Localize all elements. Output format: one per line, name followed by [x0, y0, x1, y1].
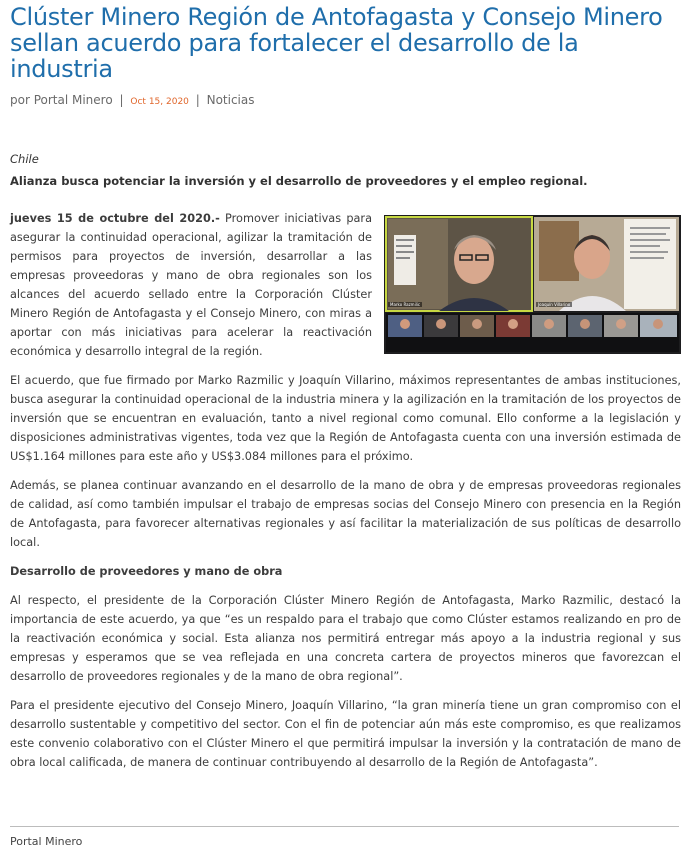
article-location: Chile [10, 152, 39, 166]
paragraph: Además, se planea continuar avanzando en el desarrollo de la mano de obra y de empresas proveedoras regionales de calidad, así como también impulsar el trabajo de empresas socias del Consejo Minero con presencia en la Región de Antofagasta, para favorecer alternativas regionales y así facilitar la materialización de sus políticas de desarrollo local. [10, 479, 681, 549]
article-body [10, 209, 681, 772]
lead-text: Promover iniciativas para asegurar la continuidad operacional, agilizar la tramitación de permisos para proyectos de inversión, desarrollar a las empresas proveedoras y mano de obra regionales son los alcances del acuerdo sellado entre la Corporación Clúster Minero Región de Antofagasta y el Consejo Minero, con miras a aportar con más iniciativas para acelerar la reactivación económica y desarrollo integral de la región. [10, 212, 372, 358]
paragraph: El acuerdo, que fue firmado por Marko Razmilic y Joaquín Villarino, máximos representantes de ambas instituciones, busca asegurar la continuidad operacional de la industria minera y la agilización en la tramitación de los proyectos de inversión que se encuentran en evaluación, tanto a nivel regional como comunal. Ello conforme a la legislación y disposiciones administrativas vigentes, toda vez que la Región de Antofagasta cuenta con una inversión estimada de US$1.164 millones para este año y US$3.084 millones para el próximo. [10, 374, 681, 463]
paragraph: Al respecto, el presidente de la Corporación Clúster Minero Región de Antofagasta, Marko Razmilic, destacó la importancia de este acuerdo, ya que “es un respaldo para el trabajo que como Clúster estamos realizando en pro de la reactivación económica y social. Esta alianza nos permitirá entregar más apoyo a la industria regional y sus empresas y esperamos que se vea reflejada en una concreta cartera de proyectos mineros que favorezcan el desarrollo de proveedores regionales y de la mano de obra regional”. [10, 594, 681, 683]
participant-label: Marko Razmilic [390, 302, 421, 307]
author-link[interactable]: por Portal Minero [10, 93, 113, 107]
section-heading: Desarrollo de proveedores y mano de obra [10, 565, 283, 578]
video-call-illustration [384, 215, 681, 354]
meta-separator: | [195, 93, 200, 107]
category-link[interactable]: Noticias [206, 93, 255, 107]
publish-date: Oct 15, 2020 [130, 97, 189, 107]
paragraph: Para el presidente ejecutivo del Consejo Minero, Joaquín Villarino, “la gran minería tiene un gran compromiso con el desarrollo sustentable y competitivo del sector. Con el fin de potenciar aún más este compromiso, es que realizamos este convenio colaborativo con el Clúster Minero el que permitirá impulsar la inversión y la contratación de mano de obra local calificada, de manera de continuar contribuyendo al desarrollo de la Región de Antofagasta”. [10, 699, 681, 769]
participant-label: Joaquín Villarino [538, 302, 571, 307]
video-call-photo [384, 215, 681, 354]
lead-date: jueves 15 de octubre del 2020.- [10, 212, 220, 225]
article-meta [10, 92, 681, 110]
meta-separator: | [119, 93, 124, 107]
article-title: Clúster Minero Región de Antofagasta y Consejo Minero sellan acuerdo para fortalecer el desarrollo de la industria [10, 3, 663, 83]
footer-source: Portal Minero [10, 835, 83, 848]
article-subtitle: Alianza busca potenciar la inversión y el desarrollo de proveedores y el empleo regional. [10, 174, 588, 188]
footer-divider [10, 826, 679, 827]
